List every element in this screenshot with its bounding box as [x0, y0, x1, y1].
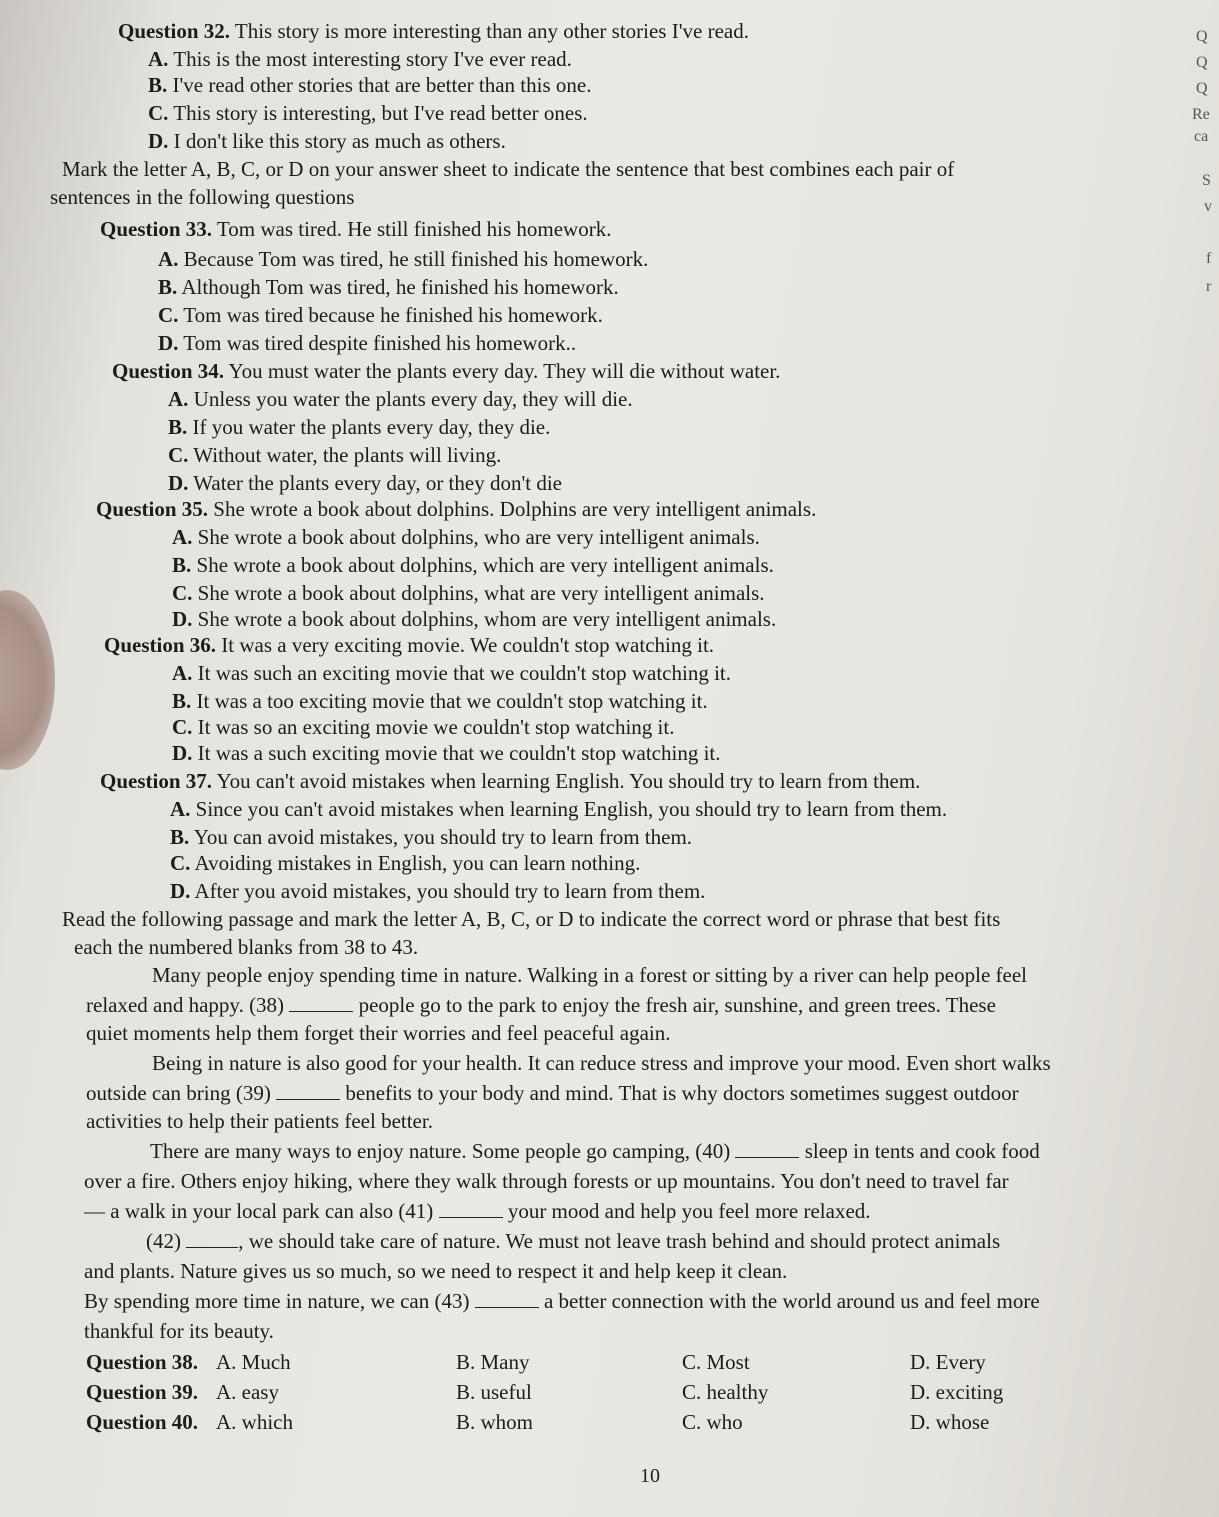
q38-option-d[interactable]: D. Every — [910, 1350, 986, 1374]
passage-p5-line2: thankful for its beauty. — [84, 1319, 274, 1343]
q39-option-b[interactable]: B. useful — [456, 1380, 532, 1404]
q39-option-d[interactable]: D. exciting — [910, 1380, 1004, 1404]
page-number: 10 — [640, 1465, 660, 1487]
edge-fragment: v — [1204, 198, 1212, 215]
blank-40[interactable] — [735, 1139, 799, 1158]
q40-option-c[interactable]: C. who — [682, 1410, 743, 1434]
blank-43[interactable] — [475, 1289, 539, 1308]
passage-p4-line2: and plants. Nature gives us so much, so we need to respect it and help keep it clean. — [84, 1259, 788, 1283]
edge-fragment: S — [1202, 172, 1211, 189]
instruction-combine-line2: sentences in the following questions — [50, 185, 355, 209]
q34-stem: Question 34. You must water the plants every day. They will die without water. — [112, 359, 781, 383]
q32-option-d[interactable]: D. I don't like this story as much as others. — [148, 129, 506, 153]
q34-option-d[interactable]: D. Water the plants every day, or they don't die — [168, 471, 562, 495]
passage-p4-line1: (42) , we should take care of nature. We must not leave trash behind and should protect animals — [146, 1229, 1001, 1253]
q35-option-d[interactable]: D. She wrote a book about dolphins, whom are very intelligent animals. — [172, 607, 777, 631]
edge-fragment: f — [1206, 250, 1212, 267]
instruction-passage-line1: Read the following passage and mark the letter A, B, C, or D to indicate the correct word or phrase that best fits — [62, 907, 1001, 931]
q36-option-b[interactable]: B. It was a too exciting movie that we couldn't stop watching it. — [172, 689, 708, 713]
instruction-passage-line2: each the numbered blanks from 38 to 43. — [74, 935, 419, 959]
q40-option-d[interactable]: D. whose — [910, 1410, 990, 1434]
passage-p1-line2: relaxed and happy. (38) people go to the park to enjoy the fresh air, sunshine, and green trees. These — [86, 993, 996, 1017]
q37-option-d[interactable]: D. After you avoid mistakes, you should try to learn from them. — [170, 879, 706, 903]
q36-option-a[interactable]: A. It was such an exciting movie that we couldn't stop watching it. — [172, 661, 732, 685]
q40-label: Question 40. — [86, 1410, 199, 1434]
q35-option-b[interactable]: B. She wrote a book about dolphins, which are very intelligent animals. — [172, 553, 774, 577]
edge-fragment: Q — [1196, 28, 1208, 45]
q35-stem: Question 35. She wrote a book about dolphins. Dolphins are very intelligent animals. — [96, 497, 817, 521]
blank-42[interactable] — [186, 1229, 238, 1248]
q36-stem: Question 36. It was a very exciting movie. We couldn't stop watching it. — [104, 633, 715, 657]
passage-p1-line1: Many people enjoy spending time in nature. Walking in a forest or sitting by a river can help people feel — [152, 963, 1028, 987]
q32-option-c[interactable]: C. This story is interesting, but I've read better ones. — [148, 101, 588, 125]
q39-option-a[interactable]: A. easy — [216, 1380, 279, 1404]
edge-fragment: Q — [1196, 54, 1208, 71]
q33-option-b[interactable]: B. Although Tom was tired, he finished his homework. — [158, 275, 619, 299]
passage-p2-line1: Being in nature is also good for your health. It can reduce stress and improve your mood. Even short walks — [152, 1051, 1051, 1075]
blank-38[interactable] — [289, 993, 353, 1012]
blank-41[interactable] — [439, 1199, 503, 1218]
q35-option-c[interactable]: C. She wrote a book about dolphins, what are very intelligent animals. — [172, 581, 765, 605]
q40-option-a[interactable]: A. which — [216, 1410, 293, 1434]
q34-option-a[interactable]: A. Unless you water the plants every day, they will die. — [168, 387, 633, 411]
passage-p2-line2: outside can bring (39) benefits to your body and mind. That is why doctors sometimes suggest outdoor — [86, 1081, 1019, 1105]
passage-p3-line3: — a walk in your local park can also (41) your mood and help you feel more relaxed. — [84, 1199, 871, 1223]
passage-p5-line1: By spending more time in nature, we can (43) a better connection with the world around us and feel more — [84, 1289, 1040, 1313]
passage-p3-line2: over a fire. Others enjoy hiking, where they walk through forests or up mountains. You don't need to travel far — [84, 1169, 1009, 1193]
q38-option-c[interactable]: C. Most — [682, 1350, 750, 1374]
q38-option-a[interactable]: A. Much — [216, 1350, 291, 1374]
q38-label: Question 38. — [86, 1350, 199, 1374]
passage-p1-line3: quiet moments help them forget their worries and feel peaceful again. — [86, 1021, 671, 1045]
q36-option-d[interactable]: D. It was a such exciting movie that we couldn't stop watching it. — [172, 741, 721, 765]
q37-option-c[interactable]: C. Avoiding mistakes in English, you can learn nothing. — [170, 851, 641, 875]
q40-option-b[interactable]: B. whom — [456, 1410, 534, 1434]
instruction-combine-line1: Mark the letter A, B, C, or D on your answer sheet to indicate the sentence that best combines each pair of — [62, 157, 955, 181]
q36-option-c[interactable]: C. It was so an exciting movie we couldn't stop watching it. — [172, 715, 675, 739]
q35-option-a[interactable]: A. She wrote a book about dolphins, who are very intelligent animals. — [172, 525, 760, 549]
blank-39[interactable] — [276, 1081, 340, 1100]
q39-option-c[interactable]: C. healthy — [682, 1380, 769, 1404]
q33-option-a[interactable]: A. Because Tom was tired, he still finished his homework. — [158, 247, 649, 271]
q34-option-c[interactable]: C. Without water, the plants will living. — [168, 443, 502, 467]
edge-fragment: r — [1206, 278, 1212, 295]
q33-option-d[interactable]: D. Tom was tired despite finished his homework.. — [158, 331, 577, 355]
q32-stem: Question 32. This story is more interesting than any other stories I've read. — [118, 19, 749, 43]
q37-stem: Question 37. You can't avoid mistakes when learning English. You should try to learn from them. — [100, 769, 921, 793]
q32-option-b[interactable]: B. I've read other stories that are better than this one. — [148, 73, 592, 97]
q37-option-a[interactable]: A. Since you can't avoid mistakes when learning English, you should try to learn from them. — [170, 797, 948, 821]
q32-option-a[interactable]: A. This is the most interesting story I've ever read. — [148, 47, 572, 71]
q39-label: Question 39. — [86, 1380, 199, 1404]
passage-p3-line1: There are many ways to enjoy nature. Some people go camping, (40) sleep in tents and cook food — [150, 1139, 1040, 1163]
edge-fragment: Re — [1192, 106, 1210, 123]
passage-p2-line3: activities to help their patients feel better. — [86, 1109, 433, 1133]
q37-option-b[interactable]: B. You can avoid mistakes, you should try to learn from them. — [170, 825, 693, 849]
q34-option-b[interactable]: B. If you water the plants every day, they die. — [168, 415, 551, 439]
edge-fragment: ca — [1194, 128, 1209, 145]
q33-option-c[interactable]: C. Tom was tired because he finished his homework. — [158, 303, 603, 327]
q33-stem: Question 33. Tom was tired. He still finished his homework. — [100, 217, 612, 241]
edge-fragment: Q — [1196, 80, 1208, 97]
q38-option-b[interactable]: B. Many — [456, 1350, 530, 1374]
